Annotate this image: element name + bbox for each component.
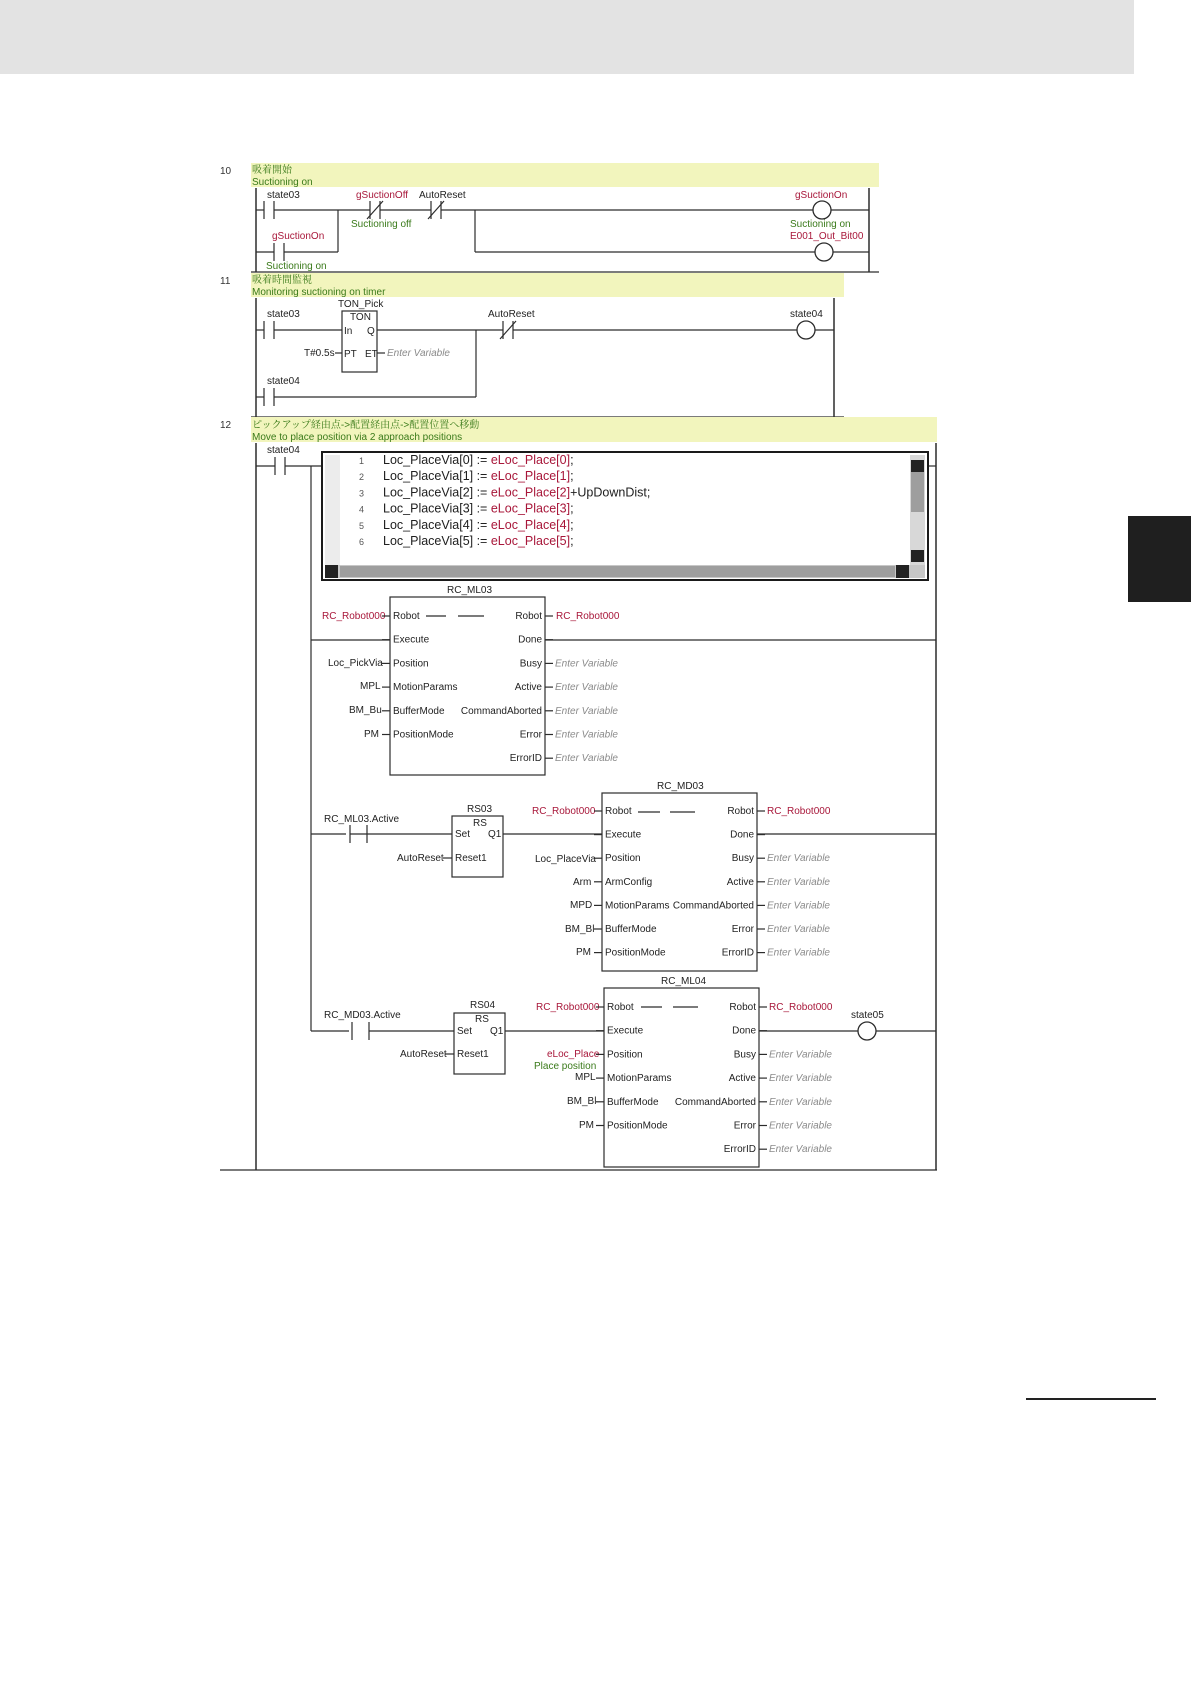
coil-label: gSuctionOn: [795, 190, 848, 201]
code-lhs: Loc_PlaceVia[4] :=: [383, 517, 491, 532]
input-buffermode[interactable]: BM_Bl: [567, 1096, 597, 1107]
code-rhs: eLoc_Place[1]: [490, 469, 571, 484]
fb-instance-name: TON_Pick: [338, 299, 384, 310]
rung-12[interactable]: [220, 417, 937, 1170]
coil-gSuctionOn[interactable]: [795, 190, 847, 219]
rung-11[interactable]: [220, 273, 844, 417]
fb-instance-name: RS04: [470, 1000, 496, 1011]
code-rhs: eLoc_Place[5]: [490, 534, 571, 548]
fb-input-pin: BufferMode: [393, 705, 445, 717]
fb-pin-pt: PT: [344, 349, 357, 360]
fb-type-name: RS: [475, 1014, 489, 1025]
fb-input-pin: Position: [605, 853, 641, 865]
fb-input-pin: Robot: [605, 806, 632, 817]
scroll-down-arrow[interactable]: [911, 550, 924, 562]
fb-output-pin: Busy: [733, 1049, 756, 1061]
scroll-right-arrow[interactable]: [896, 565, 909, 578]
fb-rs03[interactable]: [452, 804, 503, 877]
fb-input-pin: Position: [607, 1049, 643, 1061]
code-line-number: 2: [358, 472, 364, 483]
fb-ton-pick[interactable]: [338, 299, 384, 372]
contact-RC-MD03-Active[interactable]: [324, 1010, 401, 1040]
code-tail: ;: [570, 517, 574, 532]
contact-label: gSuctionOff: [356, 190, 409, 201]
code-line-number: 4: [358, 504, 364, 515]
fb-output-pin: CommandAborted: [672, 900, 754, 912]
fb-output-pin: CommandAborted: [460, 705, 542, 717]
rung-number: 12: [220, 420, 232, 431]
code-tail: ;: [570, 534, 574, 548]
scrollbar-thumb[interactable]: [911, 472, 924, 512]
code-rhs: eLoc_Place[3]: [490, 501, 571, 516]
input-motionparams[interactable]: MPL: [575, 1072, 596, 1083]
code-rhs: eLoc_Place[0]: [490, 453, 571, 467]
fb-input-pin: PositionMode: [605, 947, 666, 959]
fb-rs04[interactable]: [454, 1000, 505, 1074]
contact-state03[interactable]: [264, 309, 300, 339]
code-rhs: eLoc_Place[2]: [490, 485, 571, 500]
code-lhs: Loc_PlaceVia[0] :=: [383, 453, 491, 467]
contact-RC-ML03-Active[interactable]: [324, 814, 399, 843]
code-line-number: 3: [358, 488, 364, 499]
input-armconfig[interactable]: Arm: [573, 877, 592, 888]
contact-label: state04: [267, 376, 300, 387]
coil-label: E001_Out_Bit00: [790, 231, 864, 242]
code-lhs: Loc_PlaceVia[5] :=: [383, 534, 491, 548]
code-tail: ;: [570, 469, 574, 484]
fb-output-pin: Error: [733, 1120, 756, 1132]
fb-output-pin: Active: [514, 682, 542, 694]
fb-pin-reset: Reset1: [455, 853, 487, 864]
enter-variable-placeholder[interactable]: Enter Variable: [767, 853, 830, 865]
fb-pin-et: ET: [365, 349, 378, 360]
fb-input-pin: MotionParams: [607, 1073, 672, 1085]
enter-variable-placeholder[interactable]: Enter Variable: [767, 876, 830, 888]
line-number-gutter: [325, 455, 340, 565]
fb-input-pin: MotionParams: [393, 682, 458, 694]
enter-variable-placeholder[interactable]: Enter Variable: [555, 658, 618, 670]
enter-variable-placeholder[interactable]: Enter Variable: [769, 1144, 832, 1156]
fb-input-pin: PositionMode: [393, 729, 454, 741]
input-motionparams[interactable]: MPL: [360, 681, 381, 692]
fb-pin-q1: Q1: [488, 829, 502, 840]
contact-comment: Suctioning on: [266, 261, 327, 272]
input-positionmode[interactable]: PM: [364, 729, 379, 740]
code-line[interactable]: [383, 485, 650, 499]
fb-pin-in: In: [344, 326, 353, 337]
fb-input-pin: PositionMode: [607, 1120, 668, 1132]
rung-comment-box[interactable]: [251, 163, 879, 187]
coil-label: state04: [790, 309, 823, 320]
fb-output-pin: ErrorID: [723, 1144, 756, 1156]
contact-state04-hold[interactable]: [264, 376, 300, 406]
input-positionmode[interactable]: PM: [579, 1120, 594, 1131]
fb-output-pin: Error: [731, 924, 754, 935]
input-position[interactable]: Loc_PickVia: [328, 658, 383, 669]
scroll-left-arrow[interactable]: [325, 565, 338, 578]
ton-et-placeholder[interactable]: Enter Variable: [387, 348, 450, 359]
fb-output-pin: Done: [730, 829, 754, 841]
rung-comment-jp: 吸着時間監視: [252, 275, 312, 286]
input-buffermode[interactable]: BM_Bl: [565, 924, 595, 935]
code-tail: ;: [570, 501, 574, 516]
code-line[interactable]: [383, 502, 574, 516]
rung-comment-jp: 吸着開始: [252, 165, 292, 176]
fb-input-pin: MotionParams: [605, 900, 670, 912]
enter-variable-placeholder[interactable]: Enter Variable: [767, 924, 830, 935]
code-lhs: Loc_PlaceVia[3] :=: [383, 501, 491, 516]
coil-state05[interactable]: [851, 1010, 884, 1040]
fb-pin-q: Q: [367, 326, 375, 337]
fb-input-pin: ArmConfig: [605, 876, 653, 888]
code-lhs: Loc_PlaceVia[2] :=: [383, 485, 491, 500]
contact-state03[interactable]: [264, 190, 300, 219]
input-robot[interactable]: RC_Robot000: [532, 806, 596, 817]
fb-output-pin: Done: [732, 1025, 756, 1037]
contact-label: AutoReset: [419, 190, 466, 201]
rs04-reset-input[interactable]: AutoReset: [400, 1049, 447, 1060]
enter-variable-placeholder[interactable]: Enter Variable: [769, 1120, 832, 1132]
fb-input-pin: Execute: [393, 634, 430, 646]
scroll-up-arrow[interactable]: [911, 460, 924, 472]
input-position[interactable]: Loc_PlaceVia: [535, 854, 596, 865]
code-rhs: eLoc_Place[4]: [490, 517, 571, 532]
code-tail: +UpDownDist;: [570, 485, 651, 500]
contact-label: state03: [267, 309, 300, 320]
enter-variable-placeholder[interactable]: Enter Variable: [555, 753, 618, 765]
enter-variable-placeholder[interactable]: Enter Variable: [769, 1096, 832, 1108]
contact-label: state04: [267, 445, 300, 456]
fb-output-pin: ErrorID: [509, 753, 542, 765]
enter-variable-placeholder[interactable]: Enter Variable: [769, 1073, 832, 1085]
fb-output-pin: Robot: [729, 1002, 756, 1013]
code-line-number: 1: [358, 456, 364, 466]
rs03-reset-input[interactable]: AutoReset: [397, 853, 444, 864]
contact-label: gSuctionOn: [272, 231, 325, 242]
code-line[interactable]: [383, 518, 574, 532]
output-robot[interactable]: RC_Robot000: [769, 1002, 833, 1013]
code-line[interactable]: [383, 469, 574, 483]
code-line-number: 5: [358, 520, 364, 531]
enter-variable-placeholder[interactable]: Enter Variable: [555, 705, 618, 717]
contact-comment: Suctioning off: [351, 219, 412, 230]
enter-variable-placeholder[interactable]: Enter Variable: [767, 947, 830, 959]
fb-input-pin: BufferMode: [607, 1096, 659, 1108]
contact-state04[interactable]: [267, 445, 300, 475]
contact-label: state03: [267, 190, 300, 201]
fb-input-pin: Robot: [393, 611, 420, 622]
output-robot[interactable]: RC_Robot000: [556, 611, 620, 622]
coil-comment: Suctioning on: [790, 219, 851, 230]
enter-variable-placeholder[interactable]: Enter Variable: [769, 1049, 832, 1061]
output-robot[interactable]: RC_Robot000: [767, 806, 831, 817]
fb-instance-name: RC_ML03: [447, 585, 493, 596]
rung-number: 11: [220, 276, 231, 287]
fb-output-pin: Done: [518, 634, 542, 646]
rung-comment-en: Suctioning on: [252, 177, 313, 188]
coil-label: state05: [851, 1010, 884, 1021]
fb-instance-name: RS03: [467, 804, 493, 815]
input-motionparams[interactable]: MPD: [570, 900, 593, 911]
enter-variable-placeholder[interactable]: Enter Variable: [767, 900, 830, 912]
code-tail: ;: [570, 453, 574, 467]
enter-variable-placeholder[interactable]: Enter Variable: [555, 682, 618, 694]
fb-output-pin: Error: [519, 729, 542, 741]
fb-pin-set: Set: [455, 829, 471, 840]
enter-variable-placeholder[interactable]: Enter Variable: [555, 729, 618, 741]
fb-input-pin: Execute: [607, 1025, 644, 1037]
inline-st-editor[interactable]: [322, 452, 928, 580]
contact-label: AutoReset: [488, 309, 535, 320]
fb-output-pin: Active: [728, 1073, 756, 1085]
contact-AutoReset-nc[interactable]: [419, 190, 466, 219]
fb-pin-reset: Reset1: [457, 1049, 489, 1060]
input-robot[interactable]: RC_Robot000: [536, 1002, 600, 1013]
coil-E001-Out-Bit00[interactable]: [790, 219, 864, 261]
fb-output-pin: ErrorID: [721, 947, 754, 959]
fb-output-pin: Active: [726, 876, 754, 888]
input-robot[interactable]: RC_Robot000: [322, 611, 386, 622]
fb-type-name: RS: [473, 818, 487, 829]
fb-input-pin: Execute: [605, 829, 642, 841]
fb-pin-q1: Q1: [490, 1026, 504, 1037]
rung-comment-en: Monitoring suctioning on timer: [252, 287, 386, 298]
fb-output-pin: Robot: [727, 806, 754, 817]
rung-comment-jp: ピックアップ経由点->配置経由点->配置位置へ移動: [252, 420, 480, 431]
code-line[interactable]: [383, 534, 574, 548]
fb-pin-set: Set: [457, 1026, 473, 1037]
fb-instance-name: RC_ML04: [661, 976, 707, 987]
fb-instance-name: RC_MD03: [657, 781, 704, 792]
fb-input-pin: Robot: [607, 1002, 634, 1013]
ton-pt-value[interactable]: T#0.5s: [304, 348, 335, 359]
fb-type-name: TON: [350, 312, 371, 323]
h-scrollbar-thumb[interactable]: [340, 566, 895, 577]
input-position-comment: Place position: [534, 1061, 597, 1072]
input-position[interactable]: eLoc_Place: [547, 1049, 600, 1060]
rung-10[interactable]: [220, 163, 879, 272]
code-line[interactable]: [383, 453, 574, 467]
fb-input-pin: BufferMode: [605, 924, 657, 935]
fb-output-pin: Busy: [731, 853, 754, 865]
input-positionmode[interactable]: PM: [576, 947, 591, 958]
code-line-number: 6: [358, 537, 364, 547]
contact-label: RC_MD03.Active: [324, 1010, 401, 1021]
input-buffermode[interactable]: BM_Bu: [349, 705, 382, 716]
fb-output-pin: CommandAborted: [674, 1096, 756, 1108]
contact-AutoReset-nc[interactable]: [488, 309, 535, 339]
coil-state04[interactable]: [790, 309, 823, 339]
code-lhs: Loc_PlaceVia[1] :=: [383, 469, 491, 484]
fb-output-pin: Busy: [519, 658, 542, 670]
fb-output-pin: Robot: [515, 611, 542, 622]
rung-number: 10: [220, 166, 232, 177]
contact-label: RC_ML03.Active: [324, 814, 400, 825]
rung-comment-en: Move to place position via 2 approach positions: [252, 432, 463, 443]
fb-input-pin: Position: [393, 658, 429, 670]
